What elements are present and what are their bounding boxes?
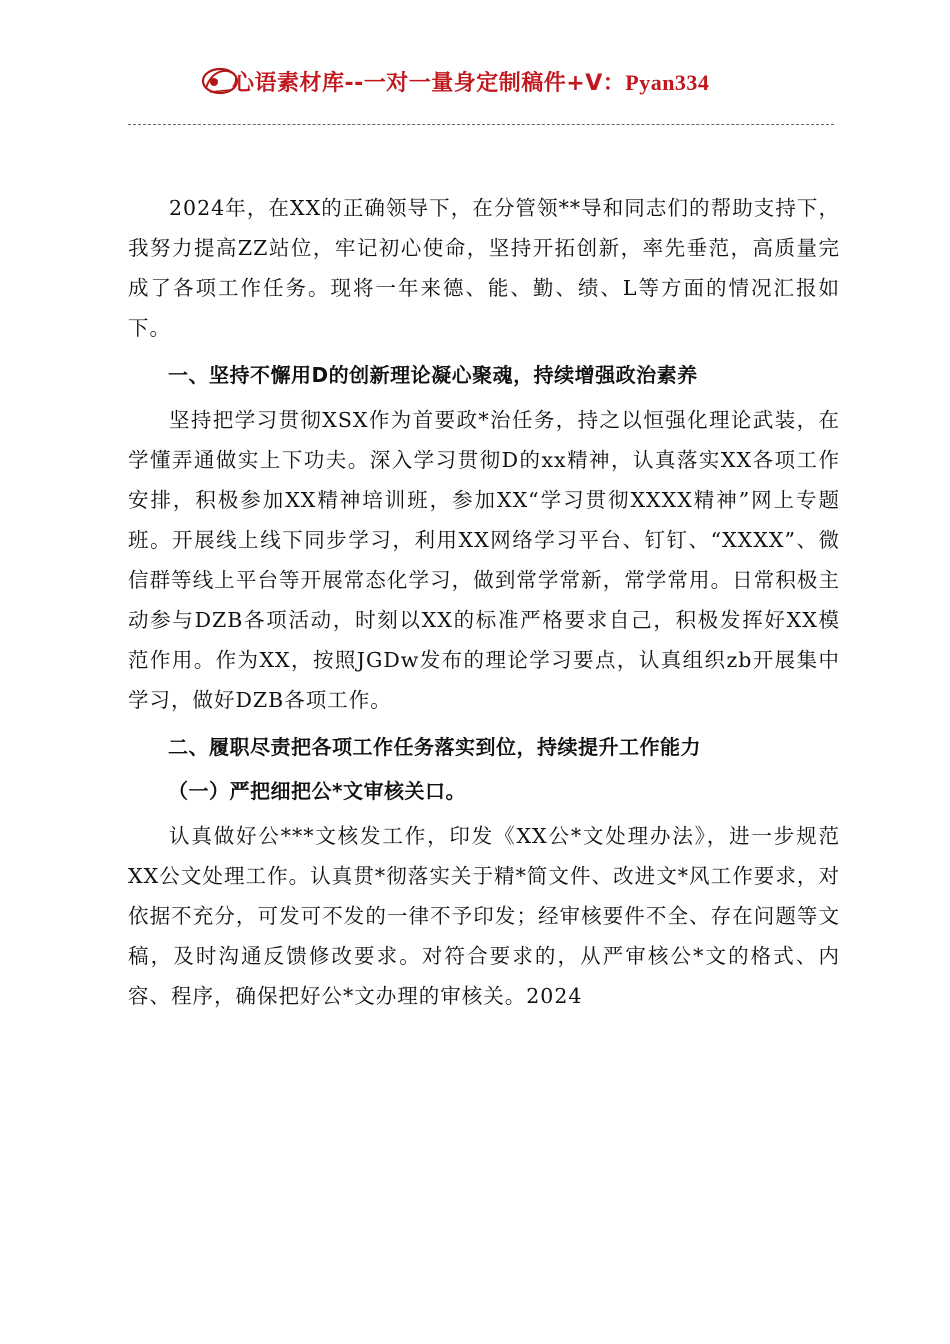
section-1-paragraph: 坚持把学习贯彻XSX作为首要政*治任务，持之以恒强化理论武装，在学懂弄通做实上下功夫。深入学习贯彻D的xx精神，认真落实XX各项工作安排，积极参加XX精神培训班，参加XX“学习贯彻XXXX精神”网上专题班。开展线上线下同步学习，利用XX网络学习平台、钉钉、“XXXX”、微信群等线上平台等开展常态化学习，做到常学常新，常学常用。日常积极主动参与DZB各项活动，时刻以XX的标准严格要求自己，积极发挥好XX模范作用。作为XX，按照JGDw发布的理论学习要点，认真组织zb开展集中学习，做好DZB各项工作。: [128, 408, 840, 712]
header-divider: [128, 124, 834, 125]
section-2-sub-1-paragraph: 认真做好公***文核发工作，印发《XX公*文处理办法》，进一步规范XX公文处理工作。认真贯*彻落实关于精*简文件、改进文*风工作要求，对依据不充分，可发可不发的一律不予印发；经审核要件不全、存在问题等文稿，及时沟通反馈修改要求。对符合要求的，从严审核公*文的格式、内容、程序，确保把好公*文办理的审核关。2024: [128, 824, 840, 1008]
page-header: [0, 62, 950, 102]
brand-name: 心语素材库: [232, 71, 345, 96]
header-separator: --: [344, 71, 364, 96]
section-1-heading: 一、坚持不懈用D的创新理论凝心聚魂，持续增强政治素养: [168, 363, 698, 387]
header-text: [232, 66, 709, 97]
section-2-heading: 二、履职尽责把各项工作任务落实到位，持续提升工作能力: [168, 735, 701, 759]
header-tagline: 一对一量身定制稿件+V：: [363, 71, 626, 96]
section-2-subheading-1: （一）严把细把公*文审核关口。: [168, 779, 466, 803]
header-contact: Pyan334: [625, 70, 710, 95]
intro-paragraph: 2024年，在XX的正确领导下，在分管领**导和同志们的帮助支持下，我努力提高ZZ站位，牢记初心使命，坚持开拓创新，率先垂范，高质量完成了各项工作任务。现将一年来德、能、勤、绩、L等方面的情况汇报如下。: [128, 196, 840, 340]
document-body: [128, 188, 840, 1016]
